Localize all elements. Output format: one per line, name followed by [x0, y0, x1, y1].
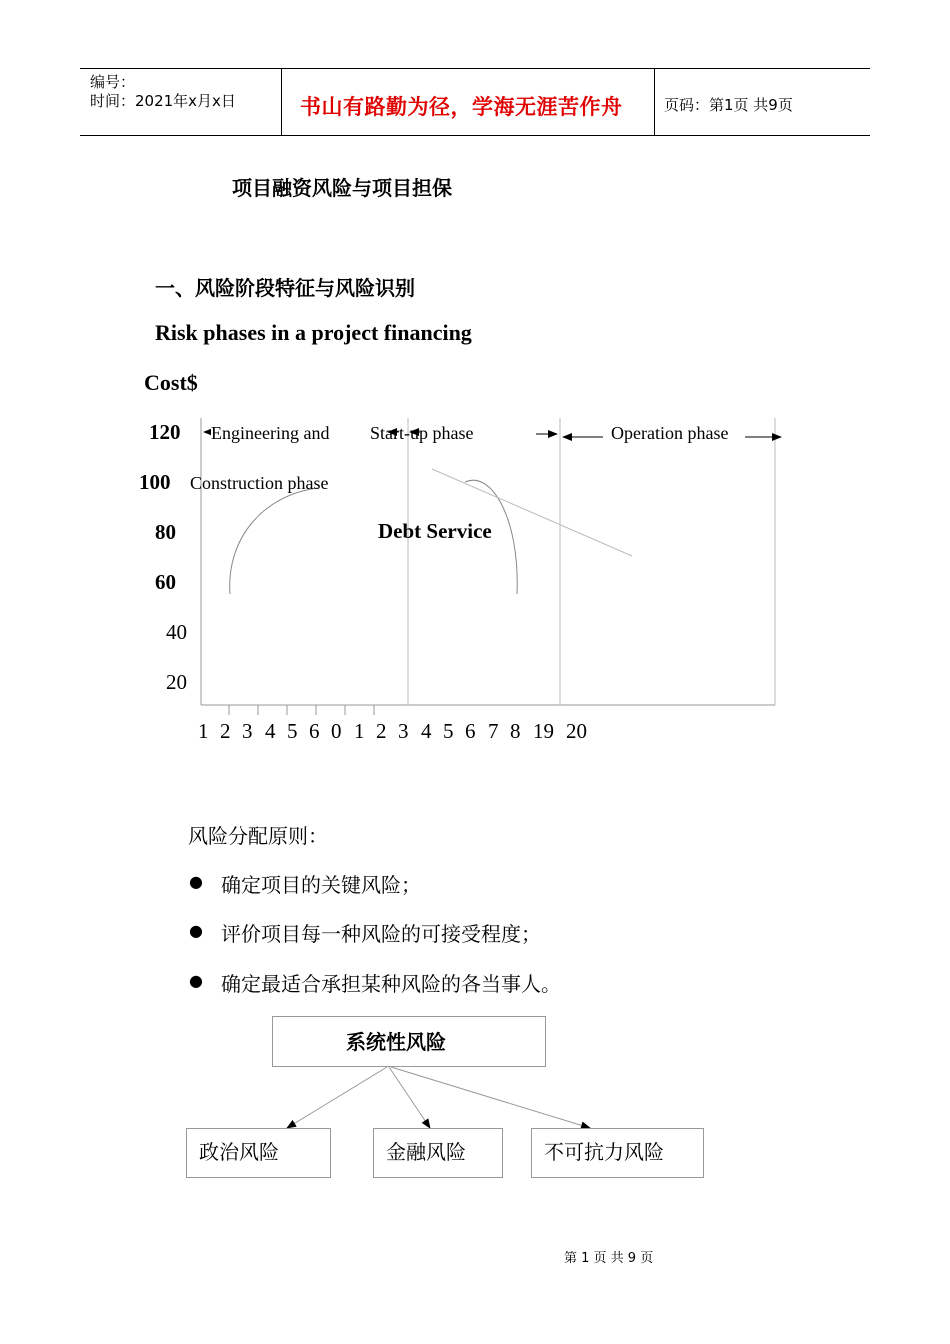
x-tick-label: 6 — [309, 719, 320, 743]
x-tick-label: 19 — [533, 719, 554, 743]
y-tick-label: 40 — [166, 620, 187, 644]
principle-item: 确定最适合承担某种风险的各当事人。 — [221, 972, 561, 996]
x-tick-label: 5 — [287, 719, 298, 743]
x-tick-label: 3 — [398, 719, 409, 743]
x-tick-label: 20 — [566, 719, 587, 743]
principle-item: 确定项目的关键风险； — [221, 873, 421, 897]
header-time-label: 时间：2021年x月x日 — [90, 92, 236, 110]
phase-label-engineering: Engineering and — [211, 423, 330, 443]
diagram-child-box-financial — [373, 1128, 503, 1178]
phase-label-operation: Operation phase — [611, 423, 729, 443]
y-tick-label: 60 — [155, 570, 176, 594]
y-tick-label: 20 — [166, 670, 187, 694]
diagram-child-box-force-majeure — [531, 1128, 704, 1178]
diagram-root-label: 系统性风险 — [346, 1030, 446, 1054]
footer-page-number: 第 1 页 共 9 页 — [564, 1251, 654, 1266]
bullet-icon: ● — [189, 971, 203, 990]
principles-heading: 风险分配原则： — [188, 824, 328, 848]
phase-label-construction: Construction phase — [190, 473, 329, 493]
diagram-child-label: 不可抗力风险 — [544, 1140, 664, 1164]
x-tick-label: 6 — [465, 719, 476, 743]
x-tick-label: 4 — [421, 719, 432, 743]
bullet-icon: ● — [189, 921, 203, 940]
y-tick-label: 80 — [155, 520, 176, 544]
x-tick-label: 2 — [220, 719, 231, 743]
x-tick-label: 1 — [354, 719, 365, 743]
x-tick-label: 8 — [510, 719, 521, 743]
y-tick-label: 120 — [149, 420, 181, 444]
bullet-icon: ● — [189, 872, 203, 891]
chart-annotation-debt-service: Debt Service — [378, 519, 492, 543]
document-title: 项目融资风险与项目担保 — [232, 176, 452, 200]
phase-label-startup: Start-up phase — [370, 423, 474, 443]
header-page-label: 页码：第1页 共9页 — [664, 96, 793, 114]
diagram-child-label: 金融风险 — [386, 1140, 466, 1164]
y-tick-label: 100 — [139, 470, 171, 494]
principle-item: 评价项目每一种风险的可接受程度； — [221, 922, 541, 946]
x-tick-label: 4 — [265, 719, 276, 743]
diagram-child-label: 政治风险 — [199, 1140, 279, 1164]
x-tick-label: 2 — [376, 719, 387, 743]
header-code-label: 编号： — [90, 73, 136, 91]
diagram-root-box — [272, 1016, 546, 1067]
x-tick-label: 5 — [443, 719, 454, 743]
x-tick-label: 1 — [198, 719, 209, 743]
x-tick-label: 3 — [242, 719, 253, 743]
chart-y-axis-label: Cost$ — [144, 370, 198, 395]
section-heading-1: 一、风险阶段特征与风险识别 — [155, 276, 415, 300]
chart-subtitle: Risk phases in a project financing — [155, 320, 472, 345]
header-motto: 书山有路勤为径，学海无涯苦作舟 — [300, 95, 623, 119]
x-tick-label: 7 — [488, 719, 499, 743]
diagram-child-box-political — [186, 1128, 331, 1178]
x-tick-label: 0 — [331, 719, 342, 743]
